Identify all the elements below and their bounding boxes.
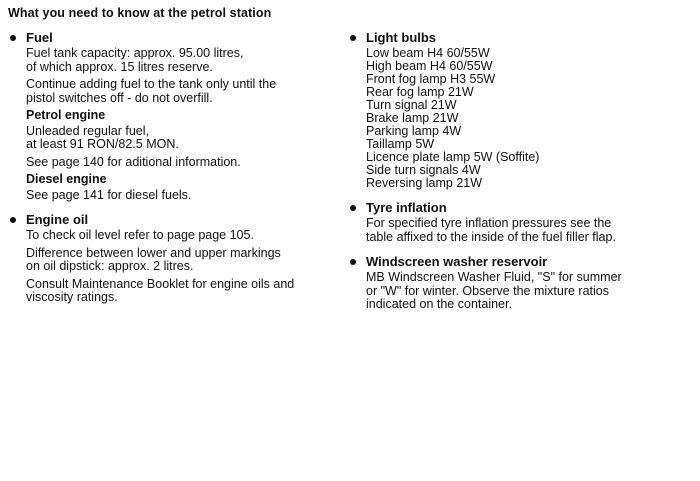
engine-oil-heading	[8, 212, 333, 228]
diesel-engine-heading: Diesel engine	[26, 172, 107, 186]
oil-consult-line: viscosity ratings.	[26, 290, 118, 304]
engine-oil-section	[8, 212, 333, 305]
oil-difference	[26, 247, 333, 274]
bullet-icon	[350, 35, 356, 41]
tyre-inflation-heading-text: Tyre inflation	[366, 200, 447, 215]
bullet-icon	[10, 35, 16, 41]
oil-consult-line: Consult Maintenance Booklet for engine oils and	[26, 276, 295, 291]
oil-check: To check oil level refer to page page 105.	[26, 228, 254, 242]
fuel-capacity-line: of which approx. 15 litres reserve.	[26, 59, 213, 74]
bulb-item: Rear fog lamp 21W	[366, 85, 474, 99]
petrol-reference: See page 140 for aditional information.	[26, 154, 241, 169]
bulb-item: High beam H4 60/55W	[366, 59, 493, 73]
bulb-item: Turn signal 21W	[366, 98, 457, 112]
bulb-item: Front fog lamp H3 55W	[366, 72, 496, 86]
bulb-item: Reversing lamp 21W	[366, 176, 483, 190]
washer-text-line: MB Windscreen Washer Fluid, "S" for summer	[366, 270, 622, 284]
tyre-inflation-section	[348, 200, 693, 244]
washer-reservoir-heading-text: Windscreen washer reservoir	[366, 254, 548, 269]
bullet-icon	[350, 205, 356, 211]
right-column	[348, 30, 693, 322]
petrol-engine-heading: Petrol engine	[26, 108, 106, 122]
fuel-section	[8, 30, 333, 202]
engine-oil-heading-text: Engine oil	[26, 212, 89, 227]
petrol-fuel-line: Unleaded regular fuel,	[26, 123, 149, 138]
washer-text-line: indicated on the container.	[366, 297, 512, 311]
left-column	[8, 30, 333, 315]
washer-text-line: or "W" for winter. Observe the mixture ratios	[366, 283, 609, 298]
light-bulbs-heading	[348, 30, 693, 46]
oil-consult	[26, 278, 333, 305]
bulb-item: Parking lamp 4W	[366, 124, 462, 138]
fuel-capacity-line: Fuel tank capacity: approx. 95.00 litres,	[26, 46, 244, 60]
tyre-text-line: For specified tyre inflation pressures see the	[366, 216, 612, 230]
washer-reservoir-heading	[348, 254, 693, 270]
bulb-item: Low beam H4 60/55W	[366, 46, 490, 60]
petrol-fuel-line: at least 91 RON/82.5 MON.	[26, 137, 179, 151]
bulb-item: Side turn signals 4W	[366, 163, 481, 177]
washer-text	[366, 271, 693, 312]
fuel-heading-text: Fuel	[26, 30, 53, 45]
oil-difference-line: on oil dipstick: approx. 2 litres.	[26, 259, 194, 273]
bulb-item: Brake lamp 21W	[366, 111, 459, 125]
tyre-inflation-heading	[348, 200, 693, 216]
fuel-heading	[8, 30, 333, 46]
fuel-capacity	[26, 47, 333, 74]
petrol-fuel	[26, 125, 333, 152]
washer-reservoir-section	[348, 254, 693, 312]
bulb-item: Taillamp 5W	[366, 137, 435, 151]
fuel-adding-line: pistol switches off - do not overfill.	[26, 90, 213, 105]
bullet-icon	[10, 217, 16, 223]
bullet-icon	[350, 259, 356, 265]
tyre-text-line: table affixed to the inside of the fuel filler flap.	[366, 229, 616, 244]
light-bulbs-heading-text: Light bulbs	[366, 30, 437, 45]
tyre-text	[366, 217, 693, 244]
page-title: What you need to know at the petrol station	[8, 6, 272, 20]
bulb-item: Licence plate lamp 5W (Soffite)	[366, 150, 540, 164]
oil-difference-line: Difference between lower and upper markings	[26, 245, 281, 260]
fuel-adding	[26, 78, 333, 105]
fuel-adding-line: Continue adding fuel to the tank only until the	[26, 77, 277, 91]
bulb-list	[366, 47, 693, 190]
diesel-reference: See page 141 for diesel fuels.	[26, 187, 192, 202]
light-bulbs-section	[348, 30, 693, 190]
